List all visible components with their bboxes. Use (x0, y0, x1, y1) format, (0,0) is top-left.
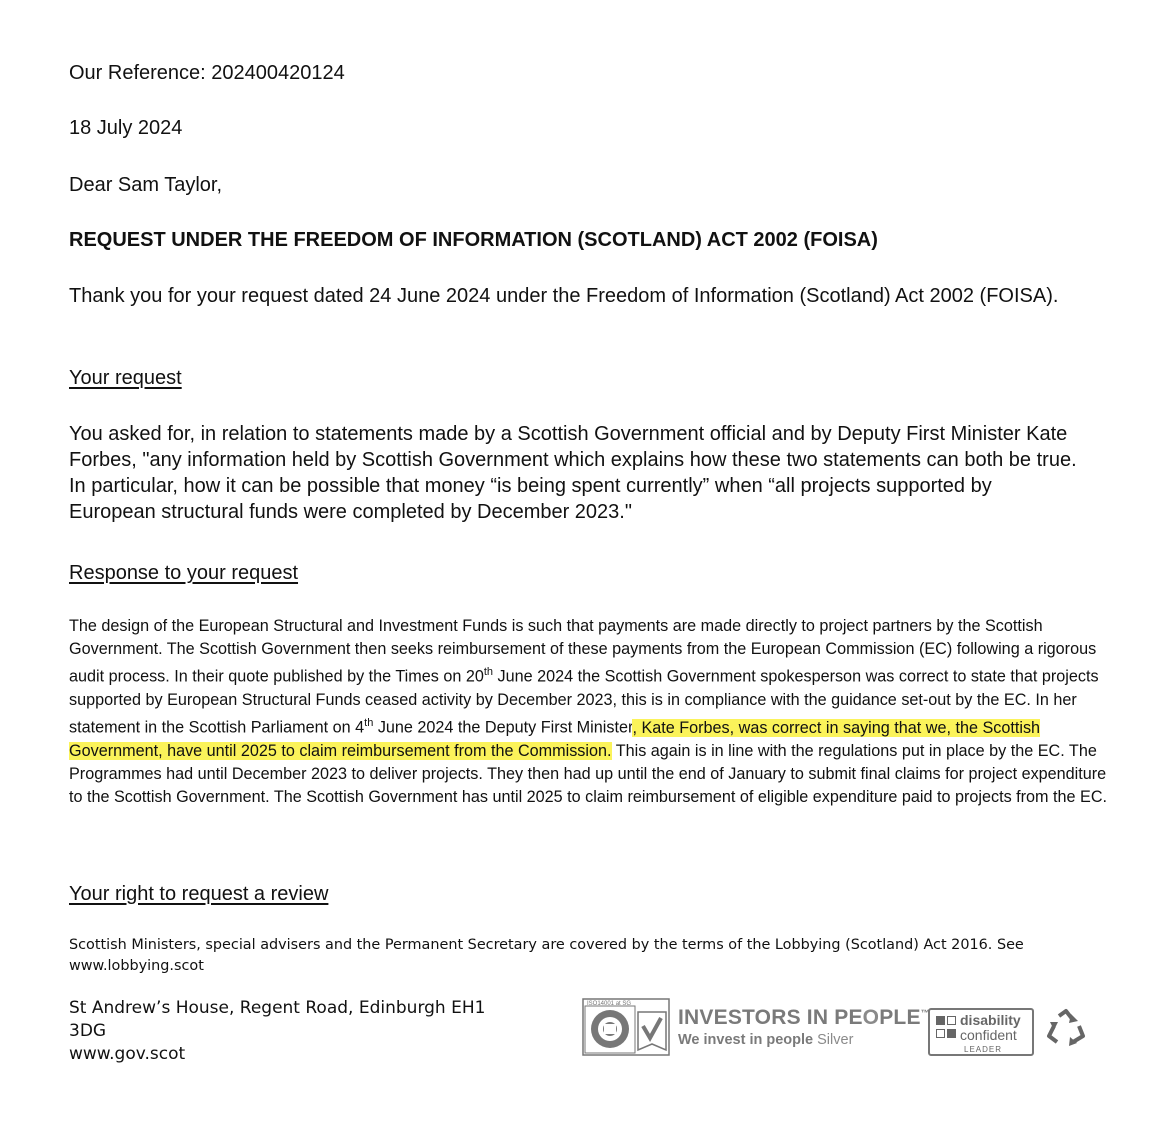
accreditation-logos (582, 996, 1092, 1062)
subject-heading: REQUEST UNDER THE FREEDOM OF INFORMATION (SCOTLAND) ACT 2002 (FOISA) (69, 229, 878, 251)
iip-title-part-2: PLE (879, 1006, 921, 1029)
response-text-1: The design of the European Structural and Investment Funds is such that payments are made directly to project partners by the Scottish Government. The Scottish Government then seeks reimbursement of these payments from the European Commission (EC) following a rigorous audit process. In their quote published by the Times on 20 (69, 617, 1097, 686)
address-line-2: 3DG (69, 1021, 107, 1041)
salutation: Dear Sam Taylor, (69, 174, 223, 196)
response-text-2: June 2024 the Scottish Government spokesperson was correct to state that projects supported by European Structural Funds ceased activity by December 2023, this is in compliance with the guidance set-out by the EC. In her statement in the Scottish Parliament on 4 (69, 667, 1099, 737)
response-paragraph (69, 615, 1119, 809)
intro-paragraph: Thank you for your request dated 24 June 2024 under the Freedom of Information (Scotland) Act 2002 (FOISA). (69, 285, 1059, 307)
response-heading: Response to your request (69, 562, 299, 584)
dc-level: LEADER (964, 1045, 1003, 1054)
highlighted-statement: , Kate Forbes, was correct in saying that we, the Scottish Government, have until 2025 to claim reimbursement from the Commission. (69, 718, 1041, 760)
your-request-heading: Your request (69, 367, 182, 389)
response-text-3: June 2024 the Deputy First Minister (373, 718, 633, 737)
dc-line-2: confident (960, 1027, 1017, 1043)
investors-in-people-logo (678, 1006, 930, 1056)
website-line: www.gov.scot (69, 1044, 186, 1064)
letter-date: 18 July 2024 (69, 117, 183, 139)
address-line-1: St Andrew’s House, Regent Road, Edinburgh EH1 (69, 998, 486, 1018)
iip-level: Silver (817, 1032, 854, 1048)
iip-trademark: ™ (920, 1008, 930, 1018)
iip-title-o: O (862, 1006, 880, 1029)
superscript-th-1: th (483, 666, 494, 679)
recycle-icon (1045, 1008, 1087, 1050)
iso-certification-logo (582, 998, 670, 1056)
lobbying-note: Scottish Ministers, special advisers and the Permanent Secretary are covered by the terms of the Lobbying (Scotland) Act 2016. See www.lobbying.scot (69, 937, 1024, 974)
review-heading: Your right to request a review (69, 883, 329, 905)
response-text-4: This again is in line with the regulations put in place by the EC. The Programmes had until December 2023 to deliver projects. They then had up until the end of January to submit final claims for project expenditure to the Scottish Government. The Scottish Government has until 2025 to claim reimbursement of eligible expenditure paid to projects from the EC. (69, 741, 1108, 807)
address-block (69, 997, 539, 1066)
your-request-text: You asked for, in relation to statements made by a Scottish Government official and by Deputy First Minister Kate Forbes, "any information held by Scottish Government which explains how these two statements can both be true. In particular, how it can be possible that money “is being spent currently” when “all projects supported by European structural funds were completed by December 2023." (69, 423, 1077, 523)
superscript-th-2: th (364, 717, 374, 730)
iip-title-part-1: INVESTORS IN PE (678, 1006, 863, 1029)
reference-line: Our Reference: 202400420124 (69, 62, 345, 84)
disability-confident-logo (928, 1008, 1034, 1056)
iip-tagline: We invest in people (678, 1032, 814, 1048)
iso-label: ISO14001 at SG (587, 1001, 632, 1007)
dc-line-1: disability (960, 1012, 1021, 1028)
